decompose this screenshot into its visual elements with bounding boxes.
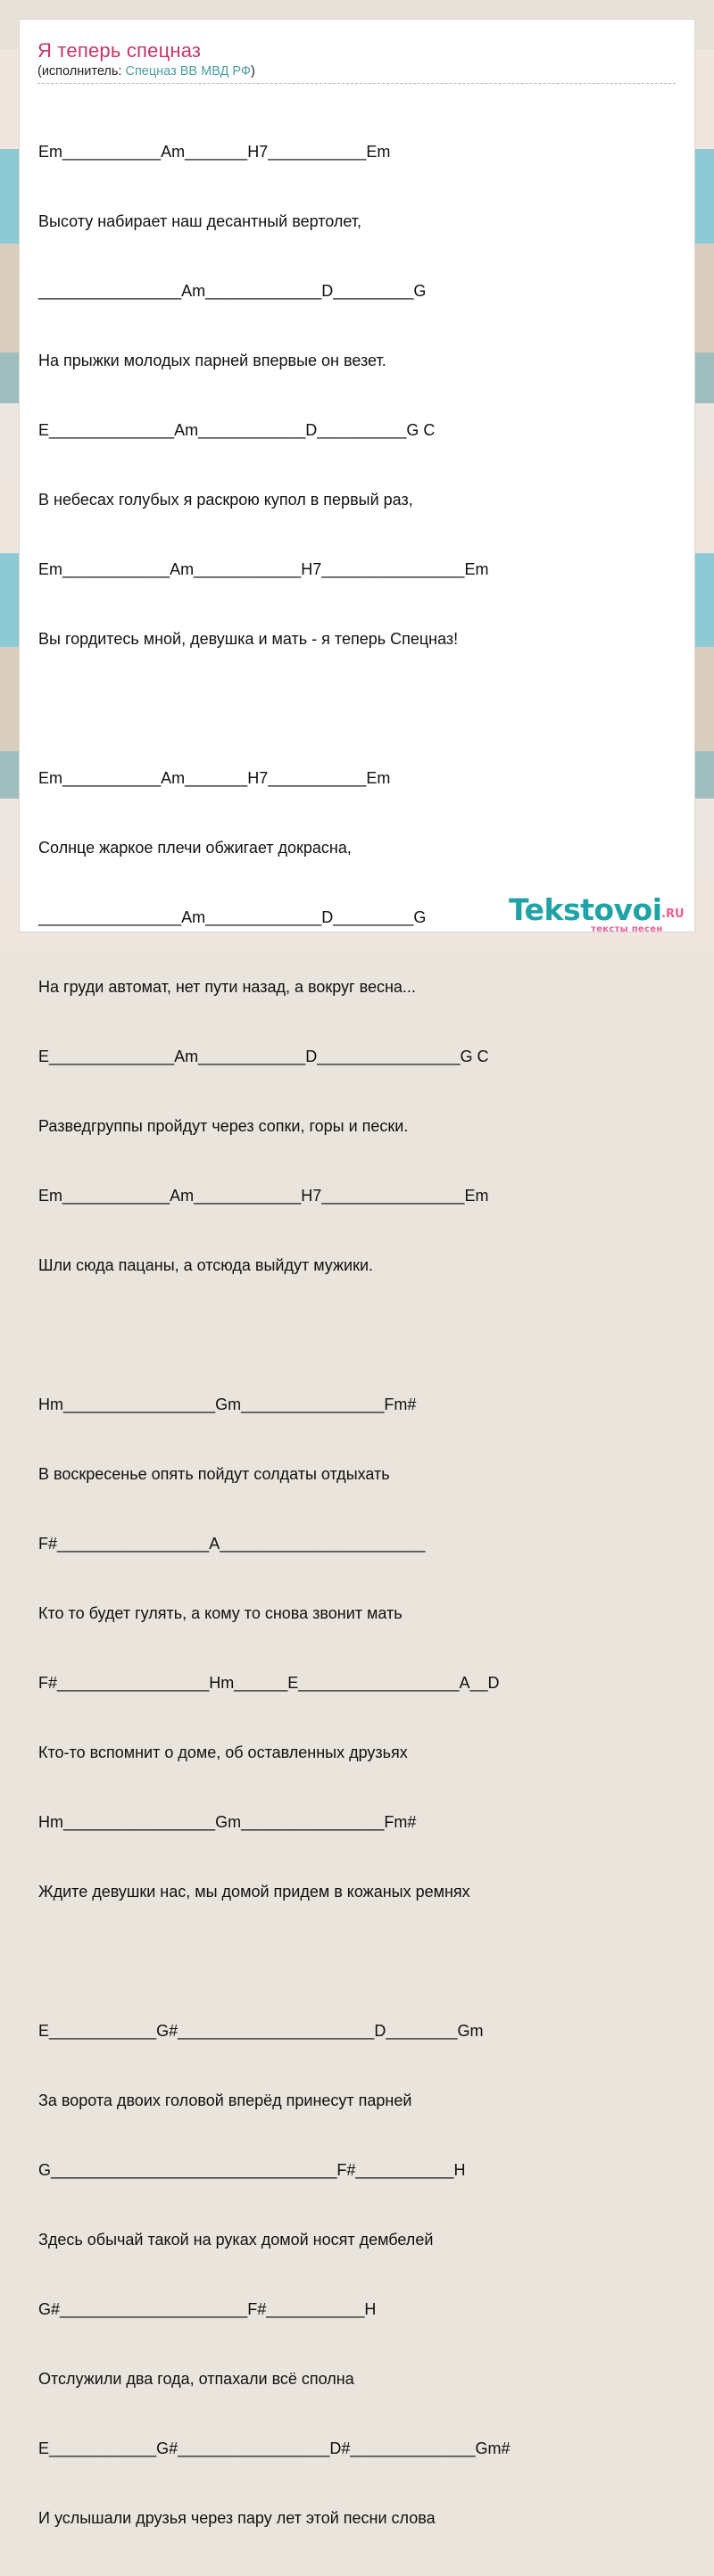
blank-line [38, 697, 511, 720]
blank-line [38, 1323, 511, 1346]
logo-wordmark: Tekstovoi [509, 892, 662, 927]
lyric-line: В воскресенье опять пойдут солдаты отдыхать [38, 1465, 390, 1483]
song-title: Я теперь спецназ [37, 39, 202, 62]
dashed-separator [37, 83, 676, 84]
chord-line: G#_____________________F#___________H [38, 2300, 377, 2318]
chord-line: E______________Am____________D________________G C [38, 1048, 489, 1065]
chord-line: Hm_________________Gm________________Fm# [38, 1396, 417, 1413]
logo-tld: .RU [661, 907, 685, 921]
lyric-line: Солнце жаркое плечи обжигает докрасна, [38, 839, 352, 857]
lyric-line: Кто-то вспомнит о доме, об оставленных друзьях [38, 1744, 408, 1761]
lyrics-card [20, 20, 694, 2527]
chord-line: Em___________Am_______H7___________Em [38, 143, 391, 161]
chord-line: G________________________________F#___________H [38, 2161, 466, 2179]
chord-line: Hm_________________Gm________________Fm# [38, 1813, 417, 1831]
chord-line: E______________Am____________D__________G C [38, 421, 436, 439]
blank-line [38, 1950, 511, 1973]
lyric-line: На прыжки молодых парней впервые он везет. [38, 352, 386, 369]
chord-line: F#_________________Hm______E__________________A__D [38, 1674, 500, 1692]
artist-line [37, 64, 255, 79]
lyric-line: Разведгруппы пройдут через сопки, горы и пески. [38, 1117, 409, 1135]
lyric-line: Высоту набирает наш десантный вертолет, [38, 212, 362, 230]
chord-line: Em____________Am____________H7________________Em [38, 1187, 489, 1205]
lyric-line: За ворота двоих головой вперёд принесут парней [38, 2091, 412, 2109]
chord-line: E____________G#_________________D#______________Gm# [38, 2439, 511, 2457]
artist-prefix: (исполнитель: [37, 64, 126, 79]
artist-suffix: ) [250, 64, 255, 79]
lyric-line: Здесь обычай такой на руках домой носят дембелей [38, 2231, 434, 2249]
lyric-line: Отслужили два года, отпахали всё сполна [38, 2370, 354, 2388]
lyric-line: Кто то будет гулять, а кому то снова звонит мать [38, 1604, 403, 1622]
lyric-line: Шли сюда пацаны, а отсюда выйдут мужики. [38, 1256, 374, 1274]
chord-line: Em___________Am_______H7___________Em [38, 769, 391, 787]
chord-line: ________________Am_____________D_________G [38, 282, 427, 300]
tekstovoi-logo[interactable] [509, 892, 696, 937]
lyric-line: Ждите девушки нас, мы домой придем в кожаных ремнях [38, 1883, 470, 1901]
chord-line: F#_________________A_______________________ [38, 1535, 426, 1553]
lyric-line: В небесах голубых я раскрою купол в первый раз, [38, 491, 413, 509]
chord-line: ________________Am_____________D_________G [38, 908, 427, 926]
chord-line: E____________G#______________________D________Gm [38, 2022, 484, 2040]
artist-link[interactable]: Спецназ ВВ МВД РФ [125, 64, 251, 79]
lyrics-block [38, 94, 511, 2576]
lyric-line: Вы гордитесь мной, девушка и мать - я теперь Спецназ! [38, 630, 459, 648]
lyric-line: На груди автомат, нет пути назад, а вокруг весна... [38, 978, 416, 996]
chord-line: Em____________Am____________H7________________Em [38, 560, 489, 578]
lyric-line: И услышали друзья через пару лет этой песни слова [38, 2509, 436, 2527]
logo-subtitle: тексты песен [591, 924, 663, 934]
